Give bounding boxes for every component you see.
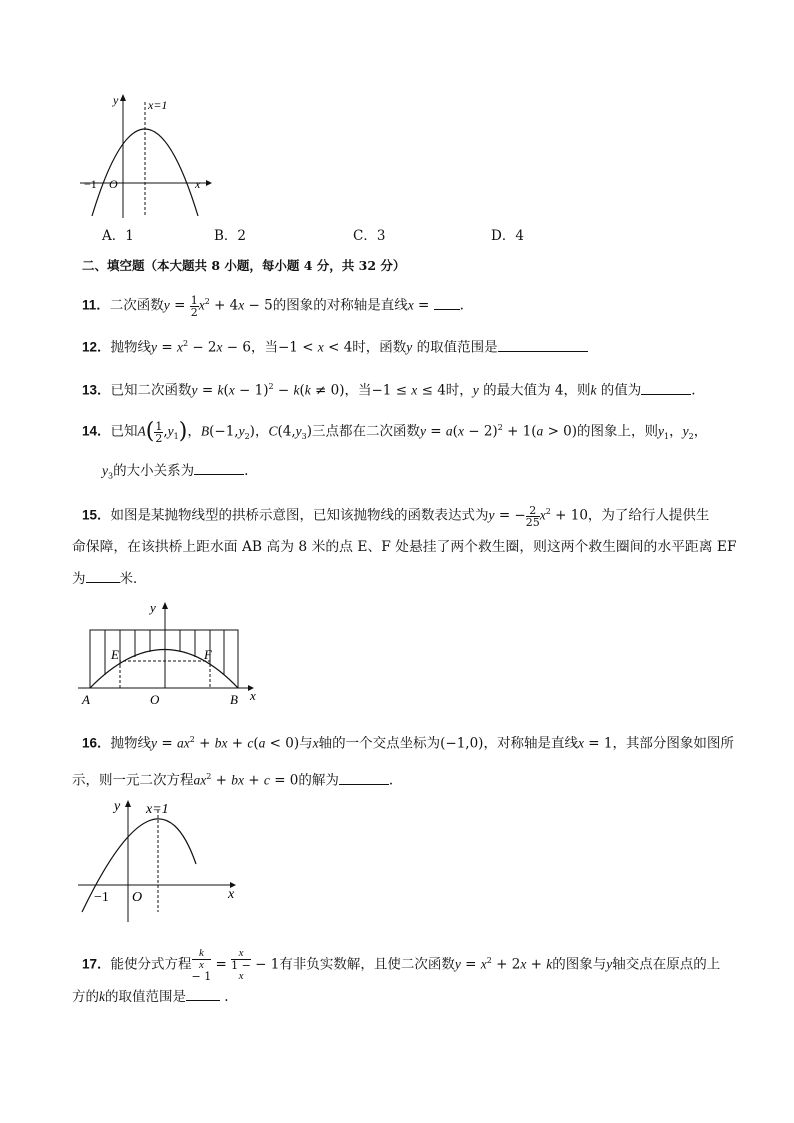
q14-text-4: 三点都在二次函数 bbox=[312, 423, 420, 440]
point-f-label: F bbox=[204, 647, 212, 662]
q11-fraction: $\frac{1}{2}$ bbox=[190, 293, 198, 319]
q16-text-3: 轴的一个交点坐标为 bbox=[318, 735, 441, 752]
q14-answer-blank[interactable] bbox=[194, 460, 244, 475]
q16-text-4: ，对称轴是直线 bbox=[483, 735, 578, 752]
option-b[interactable]: B．2 bbox=[214, 228, 247, 244]
q14-text-1: 已知 bbox=[110, 423, 138, 440]
option-c[interactable]: C．3 bbox=[353, 228, 386, 244]
q11-number: 11． bbox=[82, 297, 110, 313]
q16-answer-blank[interactable] bbox=[339, 770, 389, 785]
question-13: 13．已知二次函数$y = k(x - 1)^2 - k(k \ne 0)$，当−1 ≤ x ≤ 4时，y 的最大值为 4，则k 的值为 . bbox=[82, 377, 696, 401]
q16-text-8: . bbox=[388, 772, 394, 789]
option-a[interactable]: A．1 bbox=[102, 228, 134, 244]
q15-answer-blank[interactable] bbox=[86, 568, 120, 583]
question-14: 14．已知A( $\frac{1}{2}$ $,y_1$)，$B(-1,y_2)$，$C(4,y_3)$三点都在二次函数$y = a(x - 2)^2 + 1(a > 0)$的图象上，则$y_1$，$y_2$， bbox=[82, 419, 708, 445]
q12-text-1: 抛物线 bbox=[110, 339, 152, 356]
q16-number: 16． bbox=[82, 735, 111, 751]
q15-text-3: 为 bbox=[72, 571, 86, 587]
q12-number: 12． bbox=[82, 339, 111, 355]
point-b-label: B bbox=[230, 692, 238, 707]
q17-text-5: 方的 bbox=[72, 989, 99, 1005]
y-axis-arrow bbox=[120, 94, 126, 101]
q17-text-7: . bbox=[224, 989, 229, 1005]
bridge-origin-label: O bbox=[150, 692, 160, 707]
q14-text-9: . bbox=[244, 463, 249, 479]
q12-text-4: 的取值范围是 bbox=[416, 339, 498, 356]
x-axis-arrow bbox=[206, 180, 212, 186]
q17-text-2: 有非负实数解，且使二次函数 bbox=[279, 956, 455, 973]
q14-text-3: ， bbox=[254, 423, 269, 440]
question-17-line-2: 方的k的取值范围是 . bbox=[72, 986, 229, 1007]
point-a-label: A bbox=[82, 692, 90, 707]
q16-minus-one-label: −1 bbox=[94, 890, 109, 905]
q16-text-5: ，其部分图象如图所 bbox=[612, 735, 734, 752]
q14-text-6: ， bbox=[669, 423, 683, 440]
x-axis-label: x bbox=[195, 177, 201, 191]
question-15: 15．如图是某抛物线型的拱桥示意图，已知该抛物线的函数表达式为y = − $\frac{2}{25}$ $x^2 + 10$，为了给行人提供生 bbox=[82, 503, 710, 529]
bridge-x-label: x bbox=[250, 688, 256, 703]
q12-text-2: ，当 bbox=[251, 339, 278, 356]
q13-text-6: . bbox=[691, 382, 696, 399]
q16-x-label: x bbox=[228, 887, 235, 902]
symmetry-label: x=1 bbox=[148, 98, 168, 112]
q17-number: 17． bbox=[82, 956, 111, 972]
q17-text-4: 轴交点在原点的上 bbox=[612, 956, 721, 973]
q13-text-5: 的值为 bbox=[600, 382, 642, 399]
question-16-line-2: 示，则一元二次方程$ax^2$ + bx + c = 0的解为 . bbox=[72, 767, 393, 791]
minus-one-label: −1 bbox=[84, 177, 97, 191]
bridge-y-axis-arrow bbox=[162, 602, 168, 609]
origin-label: O bbox=[109, 177, 118, 191]
q13-text-1: 已知二次函数 bbox=[110, 382, 192, 399]
q16-origin-label: O bbox=[132, 890, 143, 905]
q14-text-8: 的大小关系为 bbox=[113, 463, 195, 479]
question-11: 11．二次函数y = $\frac{1}{2}$ $x^2 + 4x - 5$的图象的对称轴是直线x = . bbox=[82, 293, 464, 319]
q16-symmetry-label: x=1 bbox=[146, 802, 169, 817]
bridge-y-label: y bbox=[150, 600, 156, 615]
q16-text-6: 示，则一元二次方程 bbox=[72, 772, 194, 789]
question-14-line-2: $y_3$的大小关系为 . bbox=[102, 460, 248, 487]
question-16: 16．抛物线$y = ax^2$ + bx + c(a < 0)与x轴的一个交点坐标为(−1,0)，对称轴是直线x = 1，其部分图象如图所 bbox=[82, 735, 734, 752]
q16-text-2: 与 bbox=[299, 735, 313, 752]
section-title: 二、填空题（本大题共 8 小题，每小题 4 分，共 32 分） bbox=[82, 258, 406, 273]
q15-text-4: 米． bbox=[119, 571, 147, 587]
q17-text-3: 的图象与 bbox=[552, 956, 607, 973]
q17-answer-blank[interactable] bbox=[186, 986, 220, 1001]
option-d[interactable]: D．4 bbox=[491, 228, 524, 244]
q16-y-axis-arrow bbox=[125, 800, 131, 807]
question-17: 17．能使分式方程 k x − 1 = x 1 − x − 1有非负实数解，且使二次函数$y = x^2 + 2x + k$的图象与y轴交点在原点的上 bbox=[82, 947, 721, 983]
y-axis-label: y bbox=[113, 93, 119, 107]
q11-text-3: . bbox=[459, 297, 464, 314]
q11-text-2: 的图象的对称轴是直线 bbox=[272, 297, 408, 314]
q17-text-1: 能使分式方程 bbox=[110, 956, 192, 973]
q16-text-7: 的解为 bbox=[298, 772, 339, 789]
bridge-figure bbox=[76, 598, 266, 710]
top-parabola-figure bbox=[78, 92, 213, 222]
question-15-line-2: 命保障，在该拱桥上距水面 AB 高为 8 米的点 E、F 处悬挂了两个救生圈，则这两个救生圈间的水平距离 EF bbox=[72, 539, 737, 555]
point-e-label: E bbox=[111, 647, 119, 662]
q13-text-4: 的最大值为 4，则 bbox=[483, 382, 591, 399]
q14-text-2: ， bbox=[187, 423, 201, 440]
q15-text-1: 如图是某抛物线型的拱桥示意图，已知该抛物线的函数表达式为 bbox=[110, 507, 489, 524]
q14-number: 14． bbox=[82, 423, 111, 439]
q16-y-label: y bbox=[114, 799, 121, 814]
q13-number: 13． bbox=[82, 382, 111, 398]
q15-number: 15． bbox=[82, 507, 111, 523]
q12-answer-blank[interactable] bbox=[498, 337, 588, 352]
q14-text-7: ， bbox=[693, 423, 708, 440]
q16-text-1: 抛物线 bbox=[110, 735, 152, 752]
q14-text-5: 的图象上，则 bbox=[577, 423, 659, 440]
q12-text-3: 时，函数 bbox=[352, 339, 407, 356]
q11-text-1: 二次函数 bbox=[109, 297, 164, 314]
q13-text-3: 时， bbox=[445, 382, 473, 399]
q16-parabola-figure bbox=[76, 794, 246, 924]
q11-answer-blank[interactable] bbox=[434, 295, 460, 310]
q13-text-2: ，当 bbox=[344, 382, 372, 399]
question-15-line-3 bbox=[72, 568, 147, 589]
question-12: 12．抛物线$y = x^2 - 2x - 6$，当−1 < x < 4时，函数y 的取值范围是 bbox=[82, 334, 588, 358]
q13-answer-blank[interactable] bbox=[641, 380, 691, 395]
q15-text-2: ，为了给行人提供生 bbox=[587, 507, 710, 524]
q17-text-6: 的取值范围是 bbox=[105, 989, 186, 1005]
